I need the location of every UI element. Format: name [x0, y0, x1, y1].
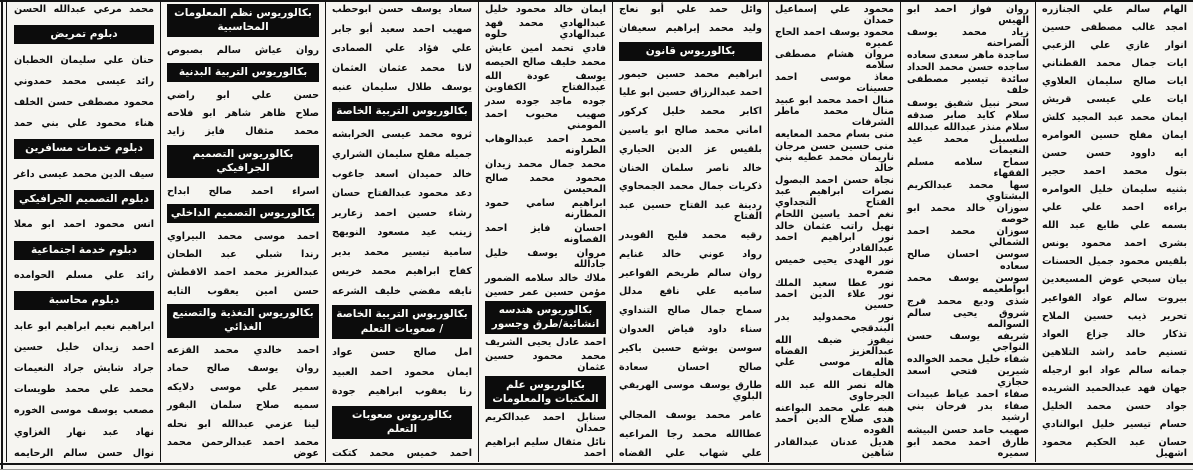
name-row: بتول محمد احمد حجير [1042, 166, 1187, 178]
name-row: محمد مثقال فايز زايد [167, 126, 319, 138]
section-header: بكالوريوس التربية البدنية [167, 63, 319, 82]
name-row: سوسن احسان صالح سعاده [907, 249, 1029, 272]
name-row: نائل مثقال سليم ابراهيم احمد [485, 436, 606, 459]
name-row: تذكار خالد جزاع العواد [1042, 328, 1187, 340]
name-row: اكابر محمد خليل كركور [619, 106, 762, 118]
name-row: نصرات ابراهيم عبد الفتاح التجداوي [775, 186, 894, 209]
name-row: زياد محمد يوسف الصراحنه [907, 27, 1029, 50]
name-row: سوسن يوشع حسين باكير [619, 342, 762, 354]
name-row: صهيب حامد حسن البيشه [907, 424, 1029, 436]
name-row: طارق احمد محمد ابو سميره [907, 436, 1029, 459]
name-row: عامر محمد يوسف المجالي [619, 410, 762, 422]
name-row: خالد حميدان اسعد جاغوب [332, 168, 472, 180]
name-row: بيروت سالم عواد الفواعير [1042, 292, 1187, 304]
name-row: سوزان محمد احمد الشمالي [907, 226, 1029, 249]
section-header: بكالوريوس نظم المعلومات المحاسبية [167, 4, 319, 37]
name-row: سنابل احمد عبدالكريم حمدان [485, 411, 606, 434]
name-row: سوزان خالد محمد ابو خوصه [907, 203, 1029, 226]
name-row: حنان علي سليمان الخطبان [14, 54, 154, 66]
name-row: احمد عادل يحيى الشريف [485, 336, 606, 348]
name-row: عبدالهادي محمد فهد عبدالهادي حلوه [485, 17, 606, 40]
name-row: ابراهيم محمد حسين حيمور [619, 68, 762, 80]
section-header: بكالوريوس هندسه انشائية/طرق وجسور [485, 301, 606, 334]
name-row: ايات جمال محمد القطناني [1042, 58, 1187, 70]
name-row: مؤمن حسين عمر حسين [485, 286, 606, 298]
name-row: نهاد عبد نهار الغزاوي [14, 426, 154, 438]
name-row: محمود محمد صالح المحيسن [485, 173, 606, 196]
name-row: معاذ موسى احمد حسينات [775, 71, 894, 94]
name-row: جواد حسن محمد الخليل [1042, 400, 1187, 412]
name-row: هدى صلاح الدين احمد الفوده [775, 414, 894, 437]
name-row: سلسبيل محمد عيد النعيمات [907, 133, 1029, 156]
name-row: خالد ناصر سلمان الخنان [619, 162, 762, 174]
name-row: منال احمد محمد ابو عبيد [775, 94, 894, 106]
name-row: ايات علي عيسى قريش [1042, 94, 1187, 106]
name-row: احمد عبدالرزاق حسين ابو عليا [619, 87, 762, 99]
name-row: محمد خليف صالح الحيصه [485, 56, 606, 68]
name-row: منى بسام محمد المعايعه [775, 128, 894, 140]
name-row: رائد عيسى محمد حمدوني [14, 75, 154, 87]
name-row: محمود مصطفى حسن الخلف [14, 97, 154, 109]
name-row: شريفه يوسف حسن النواجي [907, 330, 1029, 353]
name-row: سها محمد عبدالكريم البشتاوي [907, 180, 1029, 203]
name-row: احسان فايز احمد الفصاونه [485, 222, 606, 246]
results-column-3 [325, 2, 478, 462]
name-row: سوسن يوسف محمد ابواطعيمه [907, 272, 1029, 295]
name-row: محمود علي إسماعيل حمدان [775, 4, 894, 27]
name-row: سمير علي موسى دلايكه [167, 381, 319, 393]
name-row: محمد علي محمد طويسات [14, 384, 154, 396]
columns-container [8, 2, 1193, 462]
name-row: احمد زيدان خليل حسين [14, 341, 154, 353]
page-left-border [1, 2, 3, 470]
name-row: سماح جمال صالح التنداوي [619, 305, 762, 317]
name-row: رائد علي مسلم الحوامده [14, 269, 154, 281]
name-row: نور الهدى يحيى خميس ضمره [775, 255, 894, 278]
name-row: جوده ماجد جوده سدر [485, 95, 606, 107]
name-row: محمد محمود حسين عثمان [485, 350, 606, 373]
section-header: بكالوريوس صعوبات التعلم [332, 406, 472, 439]
section-header: بكالوريوس التربية الخاصة [332, 102, 472, 121]
name-row: بلقيس محمود جميل الحسنات [1042, 256, 1187, 268]
name-row: سيف الدين محمد عيسى داغر [14, 168, 154, 180]
name-row: ايمان مفلح حسين العوامره [1042, 130, 1187, 142]
page-bottom-border [0, 463, 1193, 465]
results-column-4 [478, 2, 612, 462]
name-row: منال محمد ماطر الشرفات [775, 106, 894, 129]
name-row: نجاة حسن احمد البصول [775, 174, 894, 186]
name-row: مروان يوسف خليل جادالله [485, 247, 606, 270]
name-row: سناء داود فياض العدوان [619, 323, 762, 335]
name-row: جهان فهد عبدالحميد الشريده [1042, 382, 1187, 394]
results-column-8 [1035, 2, 1193, 462]
name-row: صلاح ظاهر شاهر ابو فلاحه [167, 108, 319, 120]
name-row: سلام منذر عبدالله عبدالله [907, 121, 1029, 133]
name-row: ايات صالح سليمان العلاوي [1042, 76, 1187, 88]
results-column-2 [160, 2, 325, 462]
name-row: مصعب يوسف موسى الخوره [14, 405, 154, 417]
name-row: محمد جمال محمد زيدان [485, 159, 606, 171]
name-row: هاله موسى علي الخليفات [775, 357, 894, 380]
name-row: ساجدة ماهر سعدى سعاده [907, 50, 1029, 62]
name-row: تسنيم حامد راشد التلاهين [1042, 346, 1187, 358]
name-row: بلقيس عز الدين الحياري [619, 143, 762, 155]
name-row: ايمان محمد عبد المجيد كلش [1042, 112, 1187, 124]
name-row: الهام سالم علي الجنازره [1042, 4, 1187, 15]
name-row: نور ابراهيم احمد عبدالقادر [775, 232, 894, 255]
name-row: شروق يحيى سالم السوالمه [907, 307, 1029, 330]
name-row: احمد خميس محمد كتكت [332, 447, 472, 459]
name-row: كفاح ابراهيم محمد خريس [332, 266, 472, 278]
name-row: لانا محمد عثمان العثمان [332, 62, 472, 74]
name-row: جمانه سالم عواد ابو ارجيله [1042, 364, 1187, 376]
name-row: محمد احمد عبدالوهاب الطراونه [485, 134, 606, 157]
name-row: تحرير ذيب حسين الملاح [1042, 310, 1187, 322]
name-row: محمد مرعي عبدالله الحسن [14, 4, 154, 15]
name-row: دعد محمود عبدالفتاح حسان [332, 188, 472, 200]
name-row: نغم احمد ياسين اللحام [775, 209, 894, 221]
name-row: نور علاء الدين احمد حسين [775, 289, 894, 312]
name-row: حسن علي ابو راضي [167, 89, 319, 101]
name-row: روان سالم طريخم الفواعير [619, 267, 762, 279]
name-row: لينا عزمي عبدالله ابو نحله [167, 418, 319, 430]
name-row: روان عياش سالم بصبوص [167, 44, 319, 56]
name-row: ابراهيم سامي حمود المطارنه [485, 198, 606, 221]
name-row: نوال حسن سالم الرحايمه [14, 447, 154, 459]
name-row: رنا يعقوب ابراهيم جودة [332, 386, 472, 398]
name-row: شذى وديع محمد فرج [907, 295, 1029, 307]
section-header: بكالوريوس التغذية والتصنيع الغذائي [167, 304, 319, 337]
name-row: نور عطا سعيد الملك [775, 277, 894, 289]
name-row: صالح احسان سعادة [619, 361, 762, 373]
name-row: احمد خالدي محمد القزعه [167, 344, 319, 356]
section-header: دبلوم خدمات مسافرين [14, 139, 154, 158]
name-row: هاله نصر الله عبد الله الجرجاوى [775, 379, 894, 402]
name-row: علي فؤاد علي الصمادى [332, 43, 472, 55]
name-row: نور محمدوليد بدر البندقجي [775, 311, 894, 334]
name-row: جراد شايش جراد النعيمات [14, 362, 154, 374]
name-row: نيفوز ضيف الله عبدالعزيز القضاه [775, 334, 894, 357]
results-column-7 [900, 2, 1035, 462]
name-row: صهيب محبوب احمد المومني [485, 109, 606, 132]
name-row: طارق يوسف موسى الهريفي البلوي [619, 380, 762, 403]
name-row: انس محمود احمد ابو معلا [14, 219, 154, 231]
name-row: حسان عبد الحكيم محمود اشهيل [1042, 436, 1187, 459]
name-row: ايه داوود حسن حسن [1042, 148, 1187, 160]
name-row: سماح سلامه مسلم الفقهاء [907, 156, 1029, 179]
name-row: بشرى احمد محمود يونس [1042, 238, 1187, 250]
name-row: اسراء احمد صالح ابداح [167, 185, 319, 197]
name-row: سميه صلاح سلمان البقور [167, 400, 319, 412]
name-row: يوسف طلال سليمان عنبه [332, 82, 472, 94]
name-row: اماني محمد صالح ابو ياسين [619, 124, 762, 136]
name-row: رندا شبلي عبد الطحان [167, 248, 319, 260]
name-row: علي شهاب علي القضاه [619, 447, 762, 459]
name-row: صفاء احمد عياط عبيدات [907, 389, 1029, 401]
name-row: انوار غازي علي الزعبي [1042, 40, 1187, 52]
name-row: ناريمان محمد عطيه بني خالد [775, 152, 894, 175]
name-row: ايمان محمود احمد العبيد [332, 366, 472, 378]
name-row: ساميه علي نافع مدلل [619, 286, 762, 298]
section-header: بكالوريوس قانون [619, 42, 762, 61]
section-header: دبلوم خدمة اجتماعية [14, 241, 154, 260]
results-column-1 [8, 2, 160, 462]
name-row: صفاء بدر فرحان بني ارشيد [907, 401, 1029, 424]
name-row: زينب عيد مسعود النويهج [332, 227, 472, 239]
name-row: احمد موسى محمد البيراوي [167, 230, 319, 242]
name-row: شيرين فتحي اسعد حجازي [907, 366, 1029, 389]
name-row: نايفه مفضي خليف الشرعه [332, 285, 472, 297]
name-row: هبه علي محمد البواعنه [775, 402, 894, 414]
name-row: محمد احمد عبدالرحمن محمد عوض [167, 436, 319, 459]
name-row: بسمه علي طايع عبد الله [1042, 220, 1187, 232]
name-row: محمود يوسف احمد الحاج عميره [775, 26, 894, 49]
name-row: عطاالله محمد رجا المراعيه [619, 428, 762, 440]
results-column-5 [612, 2, 768, 462]
name-row: براءه احمد علي علي [1042, 202, 1187, 214]
name-row: امجد غالب مصطفى حسين [1042, 22, 1187, 34]
name-row: حسام تيسير خليل ابوالنادي [1042, 418, 1187, 430]
name-row: هناء محمود علي بني حمد [14, 118, 154, 130]
name-row: سعاد يوسف حسن ابوحطب [332, 4, 472, 15]
name-row: وليد محمد إبراهيم سعيفان [619, 22, 762, 34]
section-header: بكالوريوس التصميم الجرافيكي [167, 145, 319, 178]
section-header: بكالوريوس التربية الخاصة / صعوبات التعلم [332, 305, 472, 338]
section-header: بكالوريوس علم المكتبات والمعلومات [485, 376, 606, 409]
name-row: رشاء حسين احمد زعارير [332, 207, 472, 219]
name-row: سائدة تيسير مصطفى خلف [907, 74, 1029, 97]
name-row: ثروه محمد عيسى الخرابشه [332, 129, 472, 141]
name-row: ردينة عبد الفتاح حسين عبد الفتاح [619, 200, 762, 223]
name-row: ذكريات جمال محمد الجمحاوي [619, 181, 762, 193]
name-row: هديل عدنان عبدالقادر شاهين [775, 436, 894, 459]
name-row: بيان سبحي عوض المسيعدين [1042, 274, 1187, 286]
name-row: يوسف عودة الله عبدالفتاح الكفاوين [485, 70, 606, 93]
page-left-border-inner [6, 2, 7, 462]
name-row: سامية تيسير محمد بدير [332, 246, 472, 258]
name-row: روان فواز احمد ابو الهيس [907, 4, 1029, 27]
name-row: رقيه محمد فليح القويدر [619, 229, 762, 241]
name-row: سحر نبيل شفيق يوسف [907, 97, 1029, 109]
section-header: دبلوم محاسبة [14, 291, 154, 310]
name-row: مروان هشام مصطفى سلامه [775, 49, 894, 72]
name-row: ساجده حسن محمد الحداد [907, 62, 1029, 74]
name-row: سلام كايد صابر صدقه [907, 109, 1029, 121]
name-row: بثنيه سليمان خليل العوامره [1042, 184, 1187, 196]
name-row: وائل حمد علي أبو نعاج [619, 4, 762, 15]
name-row: امل صالح حسن عواد [332, 347, 472, 359]
name-row: ابراهيم نعيم ابراهيم ابو عابد [14, 320, 154, 332]
name-row: صهيب احمد سعيد أبو جابر [332, 23, 472, 35]
name-row: ايمان خالد محمود خليل [485, 4, 606, 15]
name-row: منى حسين حسن مرجان [775, 140, 894, 152]
name-row: ملاك خالد سلامه الضمور [485, 272, 606, 284]
name-row: رواد عوني خالد غنايم [619, 248, 762, 260]
name-row: عبدالعزيز محمد احمد الاقطش [167, 267, 319, 279]
name-row: فادي تحمد امين عايش [485, 42, 606, 54]
name-row: روان يوسف صالح حماد [167, 363, 319, 375]
name-row: شفاء خليل محمد الخوالده [907, 354, 1029, 366]
results-column-6 [768, 2, 900, 462]
section-header: بكالوريوس التصميم الداخلي [167, 204, 319, 223]
name-row: نهيل راتب عثمان خالد [775, 220, 894, 232]
section-header: دبلوم تمريض [14, 25, 154, 44]
section-header: دبلوم التصميم الجرافيكي [14, 190, 154, 209]
name-row: جميله مفلح سليمان الشراري [332, 148, 472, 160]
name-row: حسن امين يعقوب التايه [167, 285, 319, 297]
